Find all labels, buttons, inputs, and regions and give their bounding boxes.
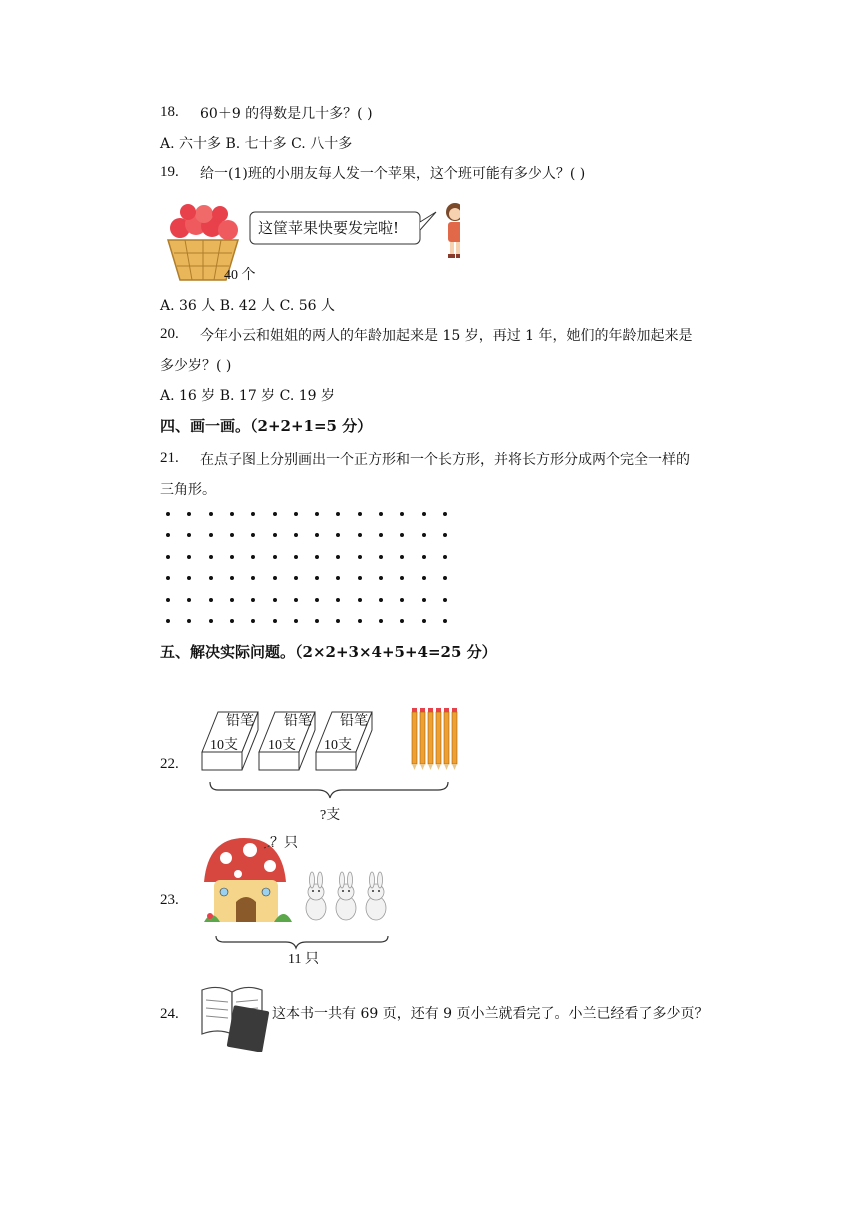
grid-dot[interactable] — [443, 576, 447, 580]
grid-dot[interactable] — [379, 619, 383, 623]
dot-grid[interactable] — [160, 506, 460, 634]
rabbit — [306, 872, 326, 920]
grid-dot[interactable] — [187, 598, 191, 602]
question-number: 22. — [160, 756, 179, 772]
grid-dot[interactable] — [443, 533, 447, 537]
grid-dot[interactable] — [315, 533, 319, 537]
grid-dot[interactable] — [358, 512, 362, 516]
grid-dot[interactable] — [166, 619, 170, 623]
grid-dot[interactable] — [187, 533, 191, 537]
grid-dot[interactable] — [251, 533, 255, 537]
grid-dot[interactable] — [209, 512, 213, 516]
box-label-top: 铅笔 — [226, 714, 254, 729]
grid-dot[interactable] — [422, 598, 426, 602]
question-text: 今年小云和姐姐的两人的年龄加起来是 15 岁，再过 1 年，她们的年龄加起来是 — [200, 328, 693, 344]
grid-dot[interactable] — [358, 576, 362, 580]
grid-dot[interactable] — [422, 619, 426, 623]
mushroom-rabbits-illustration — [198, 830, 398, 950]
grid-dot[interactable] — [187, 576, 191, 580]
grid-dot[interactable] — [379, 576, 383, 580]
question-text: 给一(1)班的小朋友每人发一个苹果，这个班可能有多少人？( ) — [200, 166, 586, 182]
grid-dot[interactable] — [294, 576, 298, 580]
grid-dot[interactable] — [400, 512, 404, 516]
grid-dot[interactable] — [358, 598, 362, 602]
grid-dot[interactable] — [315, 555, 319, 559]
pencil — [436, 708, 441, 770]
grid-dot[interactable] — [294, 619, 298, 623]
question-text: 在点子图上分别画出一个正方形和一个长方形，并将长方形分成两个完全一样的 — [200, 452, 690, 468]
grid-dot[interactable] — [273, 576, 277, 580]
grid-dot[interactable] — [230, 512, 234, 516]
grid-dot[interactable] — [422, 512, 426, 516]
grid-dot[interactable] — [209, 619, 213, 623]
box-label-bottom: 10支 — [268, 738, 296, 753]
box-label-bottom: 10支 — [324, 738, 352, 753]
pencil — [412, 708, 417, 770]
question-number: 24. — [160, 1006, 179, 1022]
grid-dot[interactable] — [251, 619, 255, 623]
options: A. 36 人 B. 42 人 C. 56 人 — [160, 298, 336, 314]
grid-dot[interactable] — [336, 512, 340, 516]
grid-dot[interactable] — [166, 533, 170, 537]
grid-dot[interactable] — [187, 619, 191, 623]
question-number: 19. — [160, 164, 179, 180]
grid-dot[interactable] — [315, 576, 319, 580]
grid-dot[interactable] — [273, 555, 277, 559]
grid-dot[interactable] — [400, 576, 404, 580]
grid-dot[interactable] — [294, 598, 298, 602]
total-label: ?支 — [320, 808, 341, 823]
grid-dot[interactable] — [230, 555, 234, 559]
grid-dot[interactable] — [209, 555, 213, 559]
grid-dot[interactable] — [273, 533, 277, 537]
question-number: 20. — [160, 326, 179, 342]
options: A. 六十多 B. 七十多 C. 八十多 — [160, 136, 353, 152]
grid-dot[interactable] — [251, 555, 255, 559]
grid-dot[interactable] — [166, 555, 170, 559]
question-text-cont: 三角形。 — [160, 482, 216, 498]
grid-dot[interactable] — [379, 598, 383, 602]
grid-dot[interactable] — [230, 576, 234, 580]
grid-dot[interactable] — [315, 512, 319, 516]
grid-dot[interactable] — [315, 619, 319, 623]
grid-dot[interactable] — [209, 533, 213, 537]
grid-dot[interactable] — [251, 512, 255, 516]
grid-dot[interactable] — [379, 533, 383, 537]
grid-dot[interactable] — [443, 512, 447, 516]
pencil — [452, 708, 457, 770]
question-text-cont: 多少岁？( ) — [160, 358, 232, 374]
grid-dot[interactable] — [336, 619, 340, 623]
question-number: 23. — [160, 892, 179, 908]
grid-dot[interactable] — [443, 555, 447, 559]
grid-dot[interactable] — [336, 555, 340, 559]
grid-dot[interactable] — [379, 512, 383, 516]
grid-dot[interactable] — [273, 512, 277, 516]
grid-dot[interactable] — [187, 555, 191, 559]
grid-dot[interactable] — [273, 598, 277, 602]
section-title: 五、解决实际问题。（2×2+3×4+5+4=25 分） — [160, 643, 497, 661]
grid-dot[interactable] — [400, 619, 404, 623]
grid-dot[interactable] — [209, 576, 213, 580]
box-label-bottom: 10支 — [210, 738, 238, 753]
pencil — [444, 708, 449, 770]
question-number: 18. — [160, 104, 179, 120]
grid-dot[interactable] — [422, 533, 426, 537]
grid-dot[interactable] — [443, 619, 447, 623]
grid-dot[interactable] — [379, 555, 383, 559]
grid-dot[interactable] — [400, 555, 404, 559]
options: A. 16 岁 B. 17 岁 C. 19 岁 — [160, 388, 336, 404]
grid-dot[interactable] — [422, 555, 426, 559]
rabbit — [366, 872, 386, 920]
book-icon — [198, 982, 272, 1052]
grid-dot[interactable] — [251, 598, 255, 602]
grid-dot[interactable] — [358, 619, 362, 623]
grid-dot[interactable] — [336, 576, 340, 580]
grid-dot[interactable] — [166, 576, 170, 580]
grid-dot[interactable] — [273, 619, 277, 623]
grid-dot[interactable] — [166, 598, 170, 602]
grid-dot[interactable] — [336, 533, 340, 537]
grid-dot[interactable] — [358, 533, 362, 537]
grid-dot[interactable] — [230, 533, 234, 537]
grid-dot[interactable] — [294, 533, 298, 537]
apple-count-label: 40 个 — [224, 268, 256, 283]
apple-basket-illustration — [160, 198, 460, 288]
grid-dot[interactable] — [294, 512, 298, 516]
rabbit — [336, 872, 356, 920]
grid-dot[interactable] — [294, 555, 298, 559]
grid-dot[interactable] — [336, 598, 340, 602]
question-text: 这本书一共有 69 页，还有 9 页小兰就看完了。小兰已经看了多少页？ — [272, 1006, 709, 1022]
grid-dot[interactable] — [230, 598, 234, 602]
grid-dot[interactable] — [400, 533, 404, 537]
pencil — [428, 708, 433, 770]
total-label: 11 只 — [288, 952, 319, 967]
question-text: 60＋9 的得数是几十多？( ) — [200, 106, 373, 122]
section-title: 四、画一画。（2+2+1=5 分） — [160, 417, 373, 435]
box-label-top: 铅笔 — [284, 714, 312, 729]
grid-dot[interactable] — [251, 576, 255, 580]
box-label-top: 铅笔 — [340, 714, 368, 729]
grid-dot[interactable] — [209, 598, 213, 602]
grid-dot[interactable] — [358, 555, 362, 559]
hidden-count-label: ？只 — [270, 836, 298, 851]
grid-dot[interactable] — [230, 619, 234, 623]
grid-dot[interactable] — [187, 512, 191, 516]
speech-bubble-text: 这筐苹果快要发完啦! — [258, 219, 400, 237]
grid-dot[interactable] — [422, 576, 426, 580]
grid-dot[interactable] — [400, 598, 404, 602]
grid-dot[interactable] — [315, 598, 319, 602]
question-number: 21. — [160, 450, 179, 466]
grid-dot[interactable] — [443, 598, 447, 602]
grid-dot[interactable] — [166, 512, 170, 516]
pencil — [420, 708, 425, 770]
